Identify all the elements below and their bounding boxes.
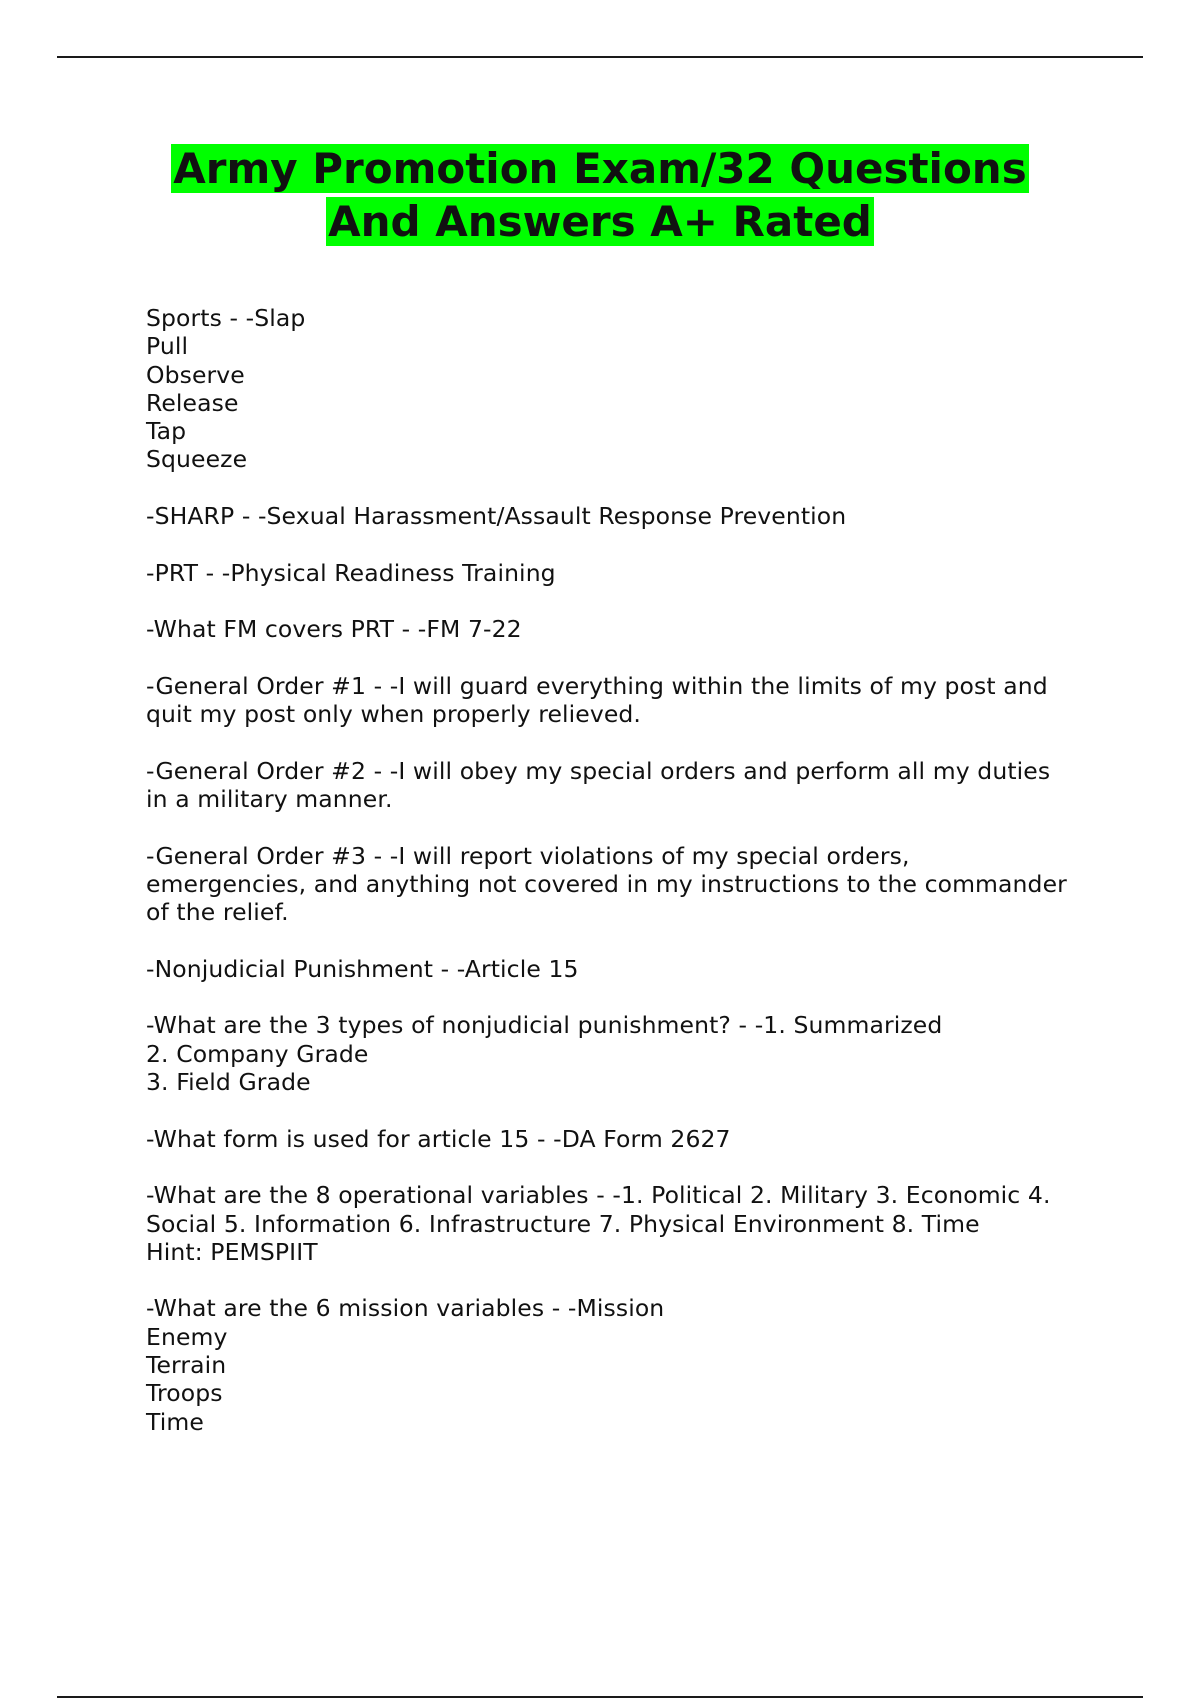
- qa-entry-nonjudicial-punishment: -Nonjudicial Punishment - -Article 15: [146, 954, 579, 983]
- qa-entry-general-order-3: -General Order #3 - -I will report violations of my special orders, emergencies, and anything not covered in my instructions to the commander of the relief.: [146, 841, 1067, 927]
- qa-entry-fm-prt: -What FM covers PRT - -FM 7-22: [146, 615, 522, 644]
- qa-entry-njp-types: -What are the 3 types of nonjudicial punishment? - -1. Summarized 2. Company Grade 3. Field Grade: [146, 1011, 943, 1097]
- title-line-2: And Answers A+ Rated: [328, 197, 872, 246]
- qa-entry-general-order-2: -General Order #2 - -I will obey my special orders and perform all my duties in a military manner.: [146, 756, 1051, 814]
- qa-entry-mission-variables: -What are the 6 mission variables - -Mission Enemy Terrain Troops Time: [146, 1294, 665, 1436]
- qa-entry-prt: -PRT - -Physical Readiness Training: [146, 558, 556, 587]
- qa-entry-article-15-form: -What form is used for article 15 - -DA Form 2627: [146, 1124, 731, 1153]
- title-line-1: Army Promotion Exam/32 Questions: [173, 144, 1027, 193]
- document-title: [60, 142, 1140, 248]
- qa-entry-general-order-1: -General Order #1 - -I will guard everything within the limits of my post and quit my post only when properly relieved.: [146, 671, 1048, 729]
- footer-rule: [57, 1696, 1143, 1698]
- qa-entry-sports: Sports - -Slap Pull Observe Release Tap Squeeze: [146, 304, 306, 474]
- qa-entry-sharp: -SHARP - -Sexual Harassment/Assault Response Prevention: [146, 502, 847, 531]
- header-rule: [57, 56, 1143, 58]
- qa-entry-operational-variables: -What are the 8 operational variables - -1. Political 2. Military 3. Economic 4. Social 5. Information 6. Infrastructure 7. Physical Environment 8. Time Hint: PEMSPIIT: [146, 1181, 1051, 1266]
- qa-list: [146, 304, 1106, 1464]
